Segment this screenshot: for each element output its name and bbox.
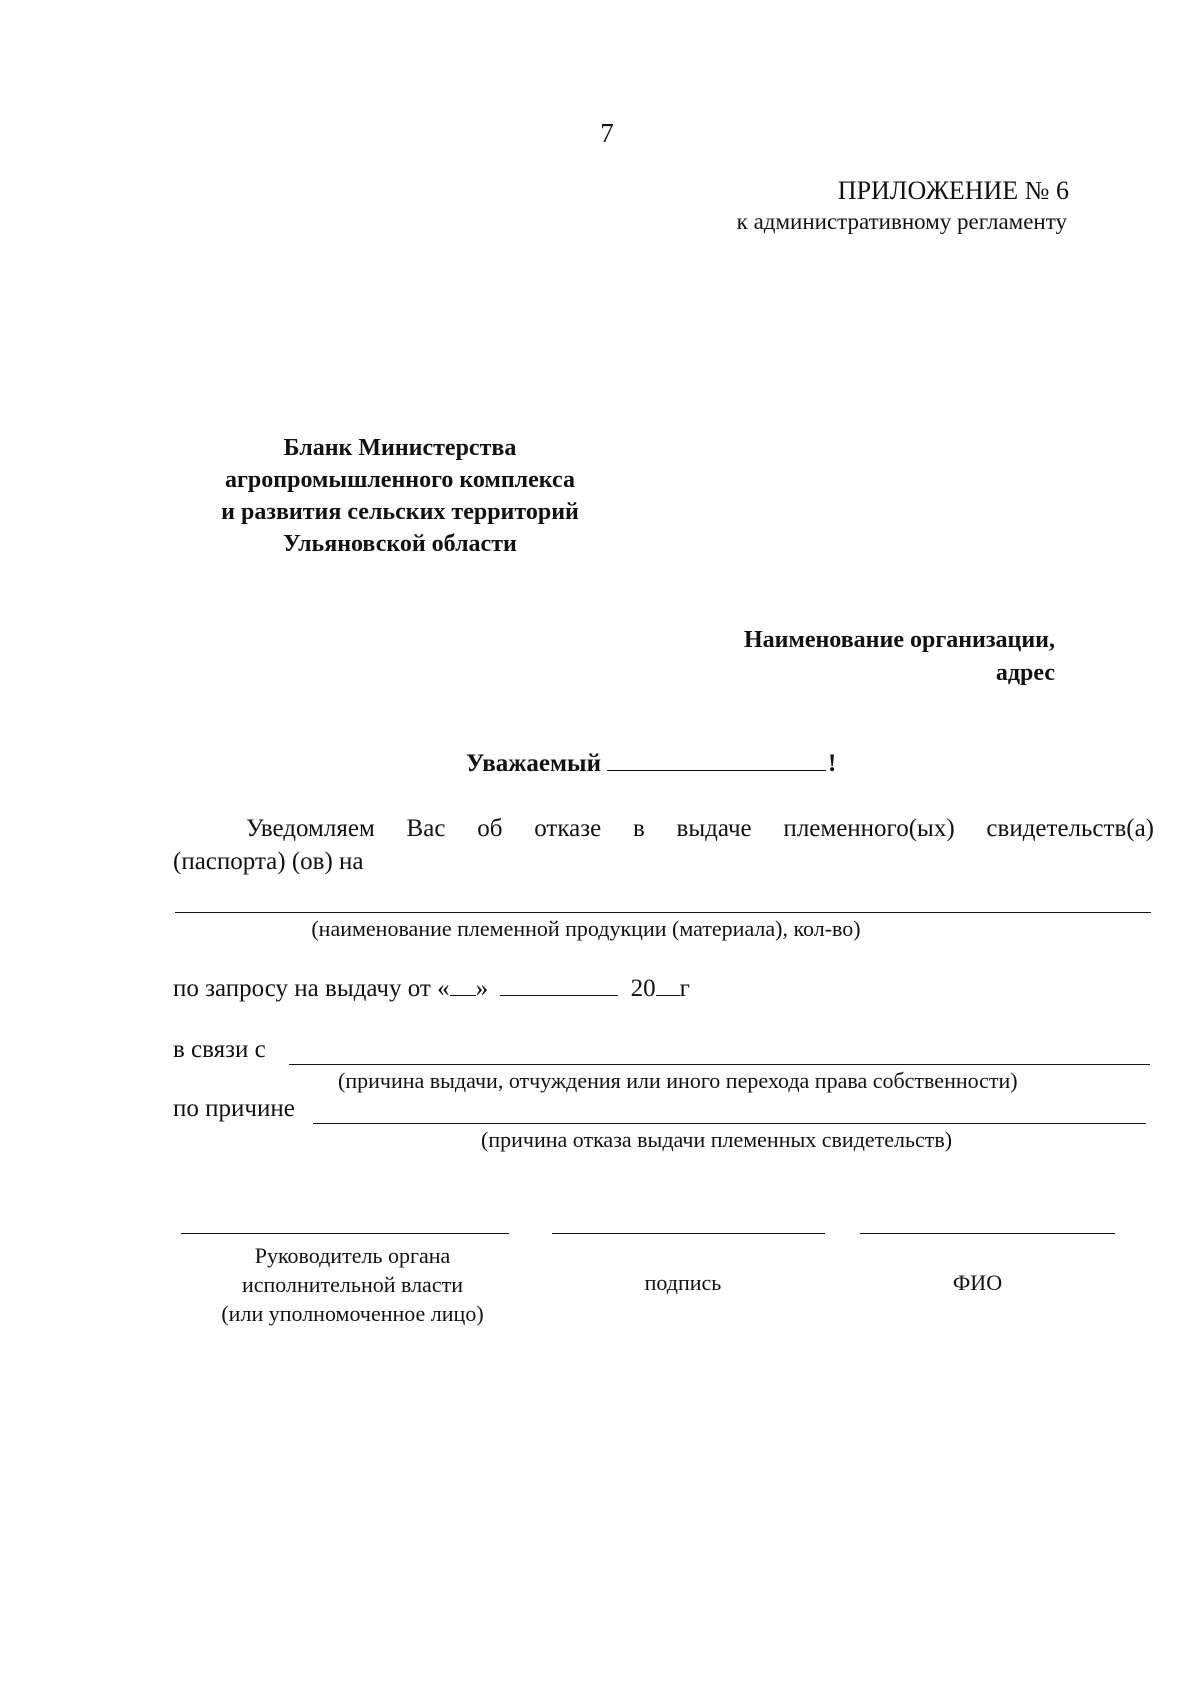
role-line: исполнительной власти — [242, 1272, 463, 1297]
refusal-blank-line[interactable] — [313, 1123, 1146, 1124]
body-paragraph-line: (паспорта) (ов) на — [173, 848, 364, 875]
addressee-blank[interactable] — [607, 748, 826, 771]
name-signature-line[interactable] — [860, 1233, 1115, 1234]
body-text: Уведомляем Вас об отказе в выдаче племенного(ых) свидетельств(а) — [246, 815, 1154, 842]
greeting-suffix: ! — [827, 750, 837, 777]
day-blank[interactable] — [450, 975, 476, 996]
refusal-label: по причине — [173, 1095, 295, 1122]
open-quote: « — [437, 975, 450, 1002]
signature-label: подпись — [644, 1270, 722, 1295]
year-prefix: 20 — [630, 975, 656, 1002]
ministry-letterhead — [170, 432, 630, 560]
product-caption: (наименование племенной продукции (материала), кол-во) — [311, 916, 861, 941]
product-blank-line[interactable] — [175, 912, 1151, 913]
greeting-prefix: Уважаемый — [466, 750, 601, 777]
letterhead-line: агропромышленного комплекса — [225, 467, 575, 493]
month-blank[interactable] — [500, 975, 618, 996]
letterhead-line: Бланк Министерства — [283, 435, 517, 461]
letterhead-line: Ульяновской области — [283, 531, 517, 557]
recipient-address: адрес — [995, 660, 1055, 686]
signatory-role — [180, 1241, 525, 1328]
reason-caption: (причина выдачи, отчуждения или иного перехода права собственности) — [338, 1068, 1018, 1093]
refusal-caption: (причина отказа выдачи племенных свидетельств) — [481, 1127, 953, 1152]
appendix-title: ПРИЛОЖЕНИЕ № 6 — [837, 176, 1069, 205]
appendix-subtitle: к административному регламенту — [736, 209, 1067, 234]
page-number: 7 — [600, 118, 614, 148]
year-suffix: г — [679, 975, 690, 1002]
full-name-label: ФИО — [952, 1270, 1003, 1295]
request-date-line — [173, 975, 690, 1003]
recipient-organization: Наименование организации, — [743, 627, 1055, 653]
recipient-block — [744, 624, 1055, 690]
role-signature-line[interactable] — [181, 1233, 509, 1234]
greeting — [466, 748, 836, 778]
reason-line — [173, 1036, 266, 1064]
letterhead-line: и развития сельских территорий — [221, 499, 579, 525]
refusal-line — [173, 1095, 295, 1123]
reason-blank-line[interactable] — [289, 1064, 1150, 1065]
request-prefix: по запросу на выдачу от — [173, 975, 431, 1002]
role-line: Руководитель органа — [254, 1243, 451, 1268]
close-quote: » — [475, 975, 489, 1002]
year-blank[interactable] — [656, 975, 680, 996]
body-paragraph-line — [173, 815, 1154, 843]
signature-line[interactable] — [552, 1233, 825, 1234]
role-line: (или уполномоченное лицо) — [221, 1301, 484, 1326]
reason-label: в связи с — [173, 1036, 266, 1063]
